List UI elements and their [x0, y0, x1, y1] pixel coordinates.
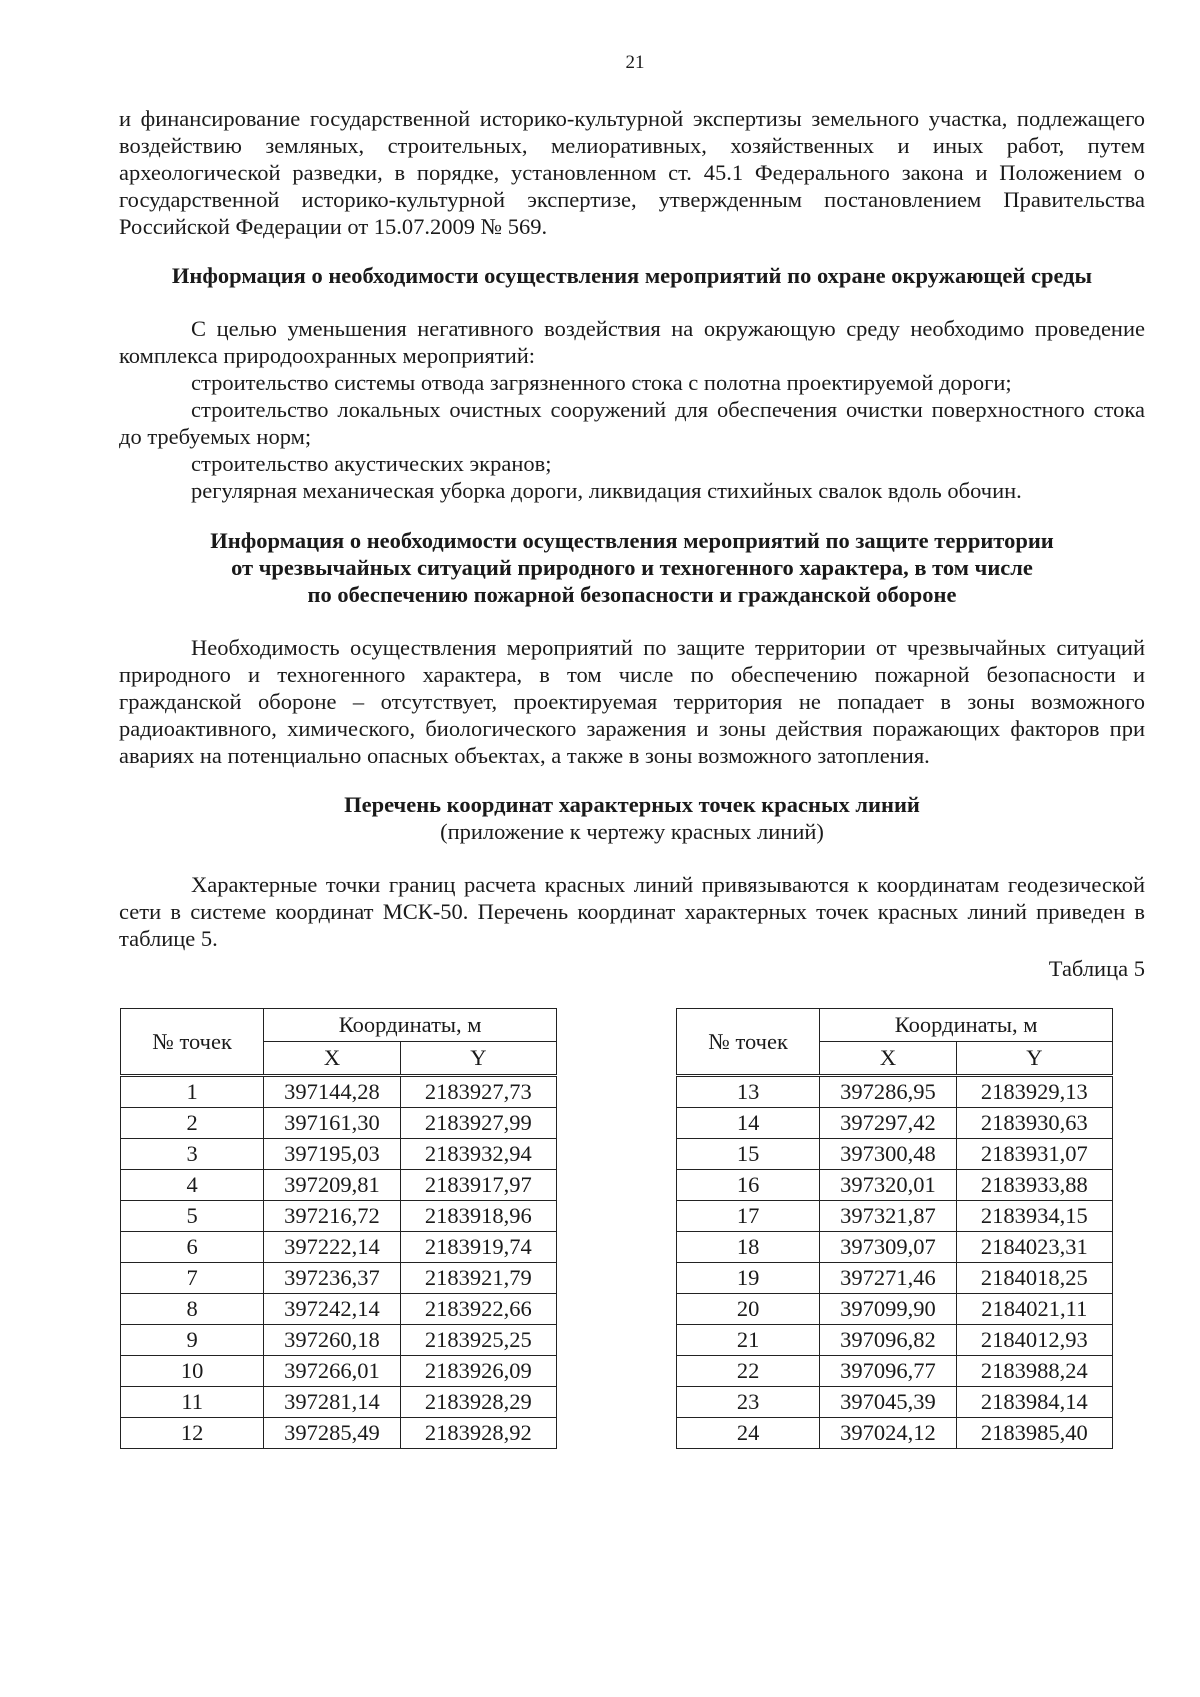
x-coordinate-cell: 397222,14 — [264, 1232, 400, 1263]
x-coordinate-cell: 397236,37 — [264, 1263, 400, 1294]
point-number-cell: 17 — [677, 1201, 820, 1232]
point-number-cell: 2 — [121, 1108, 264, 1139]
point-number-cell: 4 — [121, 1170, 264, 1201]
header-x: X — [820, 1042, 956, 1076]
y-coordinate-cell: 2183988,24 — [956, 1356, 1112, 1387]
x-coordinate-cell: 397242,14 — [264, 1294, 400, 1325]
y-coordinate-cell: 2183927,73 — [400, 1076, 556, 1108]
heading-line: по обеспечению пожарной безопасности и гражданской обороне — [307, 582, 957, 607]
x-coordinate-cell: 397096,82 — [820, 1325, 956, 1356]
point-number-cell: 23 — [677, 1387, 820, 1418]
point-number-cell: 19 — [677, 1263, 820, 1294]
table-row — [121, 1232, 557, 1263]
table-row — [677, 1108, 1113, 1139]
x-coordinate-cell: 397281,14 — [264, 1387, 400, 1418]
x-coordinate-cell: 397144,28 — [264, 1076, 400, 1108]
header-point-number: № точек — [677, 1009, 820, 1076]
coordinates-table-right — [676, 1008, 1113, 1449]
x-coordinate-cell: 397161,30 — [264, 1108, 400, 1139]
x-coordinate-cell: 397266,01 — [264, 1356, 400, 1387]
x-coordinate-cell: 397285,49 — [264, 1418, 400, 1449]
intro-paragraph: и финансирование государственной историко-культурной экспертизы земельного участка, подлежащего воздействию земляных, строительных, мелиоративных, хозяйственных и иных работ, путем археологической разведки, в порядке, установленном ст. 45.1 Федерального закона и Положением о государственной историко-культурной экспертизе, утвержденным постановлением Правительства Российской Федерации от 15.07.2009 № 569. — [119, 106, 1145, 239]
y-coordinate-cell: 2183928,92 — [400, 1418, 556, 1449]
y-coordinate-cell: 2183925,25 — [400, 1325, 556, 1356]
coordinates-table-left — [120, 1008, 557, 1449]
point-number-cell: 16 — [677, 1170, 820, 1201]
header-y: Y — [956, 1042, 1112, 1076]
table-row — [677, 1325, 1113, 1356]
y-coordinate-cell: 2183917,97 — [400, 1170, 556, 1201]
header-point-number: № точек — [121, 1009, 264, 1076]
point-number-cell: 22 — [677, 1356, 820, 1387]
table-row — [121, 1201, 557, 1232]
y-coordinate-cell: 2184012,93 — [956, 1325, 1112, 1356]
point-number-cell: 15 — [677, 1139, 820, 1170]
table-row — [677, 1076, 1113, 1108]
section-heading-emergency — [119, 527, 1145, 608]
point-number-cell: 21 — [677, 1325, 820, 1356]
y-coordinate-cell: 2183928,29 — [400, 1387, 556, 1418]
x-coordinate-cell: 397099,90 — [820, 1294, 956, 1325]
y-coordinate-cell: 2183921,79 — [400, 1263, 556, 1294]
y-coordinate-cell: 2183918,96 — [400, 1201, 556, 1232]
point-number-cell: 14 — [677, 1108, 820, 1139]
environment-item: строительство системы отвода загрязненного стока с полотна проектируемой дороги; — [191, 370, 1012, 395]
x-coordinate-cell: 397321,87 — [820, 1201, 956, 1232]
y-coordinate-cell: 2183929,13 — [956, 1076, 1112, 1108]
heading-line: Информация о необходимости осуществления мероприятий по защите территории — [210, 528, 1054, 553]
point-number-cell: 9 — [121, 1325, 264, 1356]
x-coordinate-cell: 397286,95 — [820, 1076, 956, 1108]
y-coordinate-cell: 2183933,88 — [956, 1170, 1112, 1201]
y-coordinate-cell: 2183927,99 — [400, 1108, 556, 1139]
point-number-cell: 12 — [121, 1418, 264, 1449]
y-coordinate-cell: 2183985,40 — [956, 1418, 1112, 1449]
point-number-cell: 1 — [121, 1076, 264, 1108]
heading-line: от чрезвычайных ситуаций природного и техногенного характера, в том числе — [231, 555, 1033, 580]
table-row — [121, 1418, 557, 1449]
x-coordinate-cell: 397195,03 — [264, 1139, 400, 1170]
y-coordinate-cell: 2183919,74 — [400, 1232, 556, 1263]
y-coordinate-cell: 2183931,07 — [956, 1139, 1112, 1170]
coordinates-paragraph: Характерные точки границ расчета красных линий привязываются к координатам геодезической сети в системе координат МСК-50. Перечень координат характерных точек красных линий приведен в таблице 5. — [119, 872, 1145, 951]
point-number-cell: 6 — [121, 1232, 264, 1263]
table-row — [121, 1139, 557, 1170]
coordinates-tables — [119, 1008, 1145, 1478]
header-coordinates: Координаты, м — [820, 1009, 1113, 1042]
environment-item: строительство акустических экранов; — [191, 451, 552, 476]
x-coordinate-cell: 397260,18 — [264, 1325, 400, 1356]
x-coordinate-cell: 397045,39 — [820, 1387, 956, 1418]
y-coordinate-cell: 2183922,66 — [400, 1294, 556, 1325]
point-number-cell: 18 — [677, 1232, 820, 1263]
header-x: X — [264, 1042, 400, 1076]
table-row — [121, 1294, 557, 1325]
table-caption: Таблица 5 — [1048, 956, 1145, 981]
table-row — [677, 1387, 1113, 1418]
table-row — [121, 1076, 557, 1108]
point-number-cell: 13 — [677, 1076, 820, 1108]
y-coordinate-cell: 2183984,14 — [956, 1387, 1112, 1418]
page-number: 21 — [625, 52, 645, 73]
table-row — [677, 1356, 1113, 1387]
y-coordinate-cell: 2184018,25 — [956, 1263, 1112, 1294]
point-number-cell: 8 — [121, 1294, 264, 1325]
table-row — [121, 1263, 557, 1294]
table-row — [677, 1139, 1113, 1170]
table-row — [677, 1201, 1113, 1232]
x-coordinate-cell: 397297,42 — [820, 1108, 956, 1139]
table-row — [121, 1325, 557, 1356]
y-coordinate-cell: 2183930,63 — [956, 1108, 1112, 1139]
table-row — [121, 1170, 557, 1201]
x-coordinate-cell: 397300,48 — [820, 1139, 956, 1170]
x-coordinate-cell: 397320,01 — [820, 1170, 956, 1201]
table-row — [121, 1387, 557, 1418]
table-body-left — [121, 1076, 557, 1449]
table-row — [677, 1263, 1113, 1294]
environment-item: регулярная механическая уборка дороги, ликвидация стихийных свалок вдоль обочин. — [191, 478, 1022, 503]
section-heading-coordinates: Перечень координат характерных точек красных линий — [344, 792, 920, 817]
point-number-cell: 7 — [121, 1263, 264, 1294]
point-number-cell: 24 — [677, 1418, 820, 1449]
y-coordinate-cell: 2184023,31 — [956, 1232, 1112, 1263]
header-coordinates: Координаты, м — [264, 1009, 557, 1042]
table-row — [121, 1108, 557, 1139]
x-coordinate-cell: 397271,46 — [820, 1263, 956, 1294]
emergency-paragraph: Необходимость осуществления мероприятий по защите территории от чрезвычайных ситуаций природного и техногенного характера, в том числе по обеспечению пожарной безопасности и гражданской обороне – отсутствует, проектируемая территория не попадает в зоны возможного радиоактивного, химического, биологического заражения и зоны действия поражающих факторов при авариях на потенциально опасных объектах, а также в зоны возможного затопления. — [119, 635, 1145, 768]
environment-item: строительство локальных очистных сооружений для обеспечения очистки поверхностного стока до требуемых норм; — [119, 397, 1145, 449]
point-number-cell: 3 — [121, 1139, 264, 1170]
section-heading-environment: Информация о необходимости осуществления мероприятий по охране окружающей среды — [171, 263, 1093, 288]
section-subheading: (приложение к чертежу красных линий) — [440, 819, 824, 844]
x-coordinate-cell: 397216,72 — [264, 1201, 400, 1232]
table-body-right — [677, 1076, 1113, 1449]
table-row — [677, 1170, 1113, 1201]
y-coordinate-cell: 2183926,09 — [400, 1356, 556, 1387]
table-row — [677, 1418, 1113, 1449]
table-row — [121, 1356, 557, 1387]
y-coordinate-cell: 2184021,11 — [956, 1294, 1112, 1325]
header-y: Y — [400, 1042, 556, 1076]
x-coordinate-cell: 397024,12 — [820, 1418, 956, 1449]
y-coordinate-cell: 2183934,15 — [956, 1201, 1112, 1232]
x-coordinate-cell: 397096,77 — [820, 1356, 956, 1387]
point-number-cell: 5 — [121, 1201, 264, 1232]
x-coordinate-cell: 397309,07 — [820, 1232, 956, 1263]
x-coordinate-cell: 397209,81 — [264, 1170, 400, 1201]
page-content — [119, 105, 1145, 1478]
table-row — [677, 1232, 1113, 1263]
environment-paragraph: С целью уменьшения негативного воздействия на окружающую среду необходимо проведение комплекса природоохранных мероприятий: — [119, 316, 1145, 368]
table-row — [677, 1294, 1113, 1325]
point-number-cell: 20 — [677, 1294, 820, 1325]
y-coordinate-cell: 2183932,94 — [400, 1139, 556, 1170]
point-number-cell: 11 — [121, 1387, 264, 1418]
point-number-cell: 10 — [121, 1356, 264, 1387]
